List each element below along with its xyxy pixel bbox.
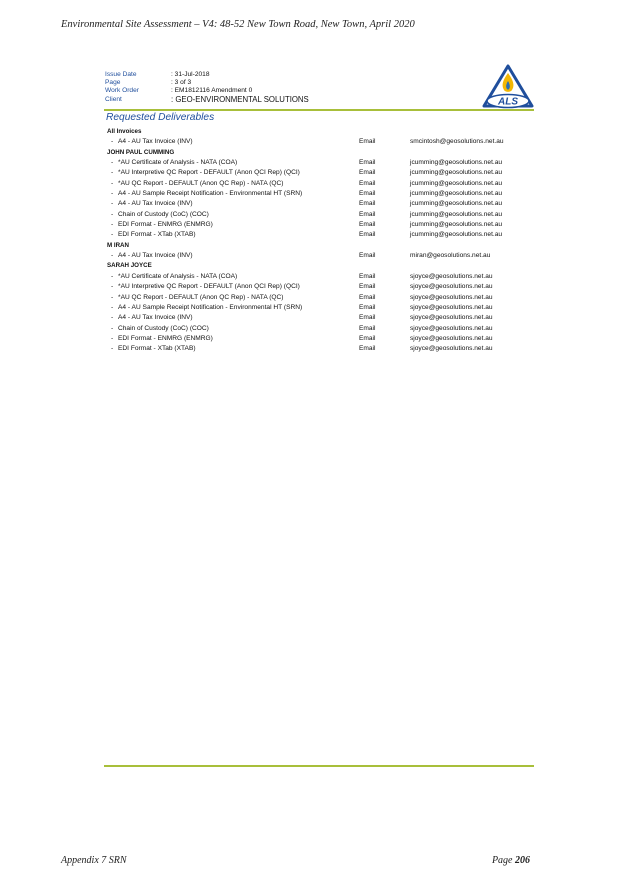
deliverable-row [107,251,527,261]
recipient-group-heading: All Invoices [107,128,142,135]
recipient-group-heading: JOHN PAUL CUMMING [107,148,175,156]
bullet-dash: - [111,169,114,177]
bullet-dash: - [111,221,114,229]
deliverable-name: EDI Format - XTab (XTAB) [118,345,196,353]
info-value: : GEO-ENVIRONMENTAL SOLUTIONS [171,94,309,104]
bullet-dash: - [111,210,114,218]
recipient-group-heading: M IRAN [107,241,129,249]
bullet-dash: - [111,179,114,187]
deliverables-list [107,127,527,355]
logo-text: ALS [498,96,518,108]
recipient-email: sjoyce@geosolutions.net.au [410,324,493,332]
deliverable-row [107,293,527,303]
bullet-dash: - [111,200,114,208]
bullet-dash: - [111,231,114,239]
deliverable-row [107,137,527,147]
deliverable-name: A4 - AU Tax Invoice (INV) [118,138,193,146]
info-label: Page [105,79,121,87]
recipient-email: jcumming@geosolutions.net.au [410,200,503,208]
deliverable-name: Chain of Custody (CoC) (COC) [118,324,209,332]
deliverable-row [107,168,527,178]
delivery-method: Email [359,138,376,146]
recipient-email: smcintosh@geosolutions.net.au [410,138,504,146]
deliverable-row [107,199,527,209]
deliverable-row [107,179,527,189]
recipient-group-heading: SARAH JOYCE [107,262,152,270]
recipient-email: jcumming@geosolutions.net.au [410,221,503,229]
delivery-method: Email [359,179,376,187]
delivery-method: Email [359,324,376,332]
header-divider [104,109,534,111]
section-title: Requested Deliverables [106,112,215,123]
deliverable-name: A4 - AU Tax Invoice (INV) [118,252,193,260]
delivery-method: Email [359,231,376,239]
recipient-email: sjoyce@geosolutions.net.au [410,334,493,342]
bullet-dash: - [111,272,114,280]
delivery-method: Email [359,190,376,198]
deliverable-name: EDI Format - XTab (XTAB) [118,231,196,239]
bullet-dash: - [111,345,114,353]
delivery-method: Email [359,169,376,177]
bullet-dash: - [111,283,114,291]
footer-page [492,855,530,866]
recipient-email: jcumming@geosolutions.net.au [410,159,503,167]
bullet-dash: - [111,138,114,146]
recipient-email: jcumming@geosolutions.net.au [410,169,503,177]
recipient-email: sjoyce@geosolutions.net.au [410,283,493,291]
delivery-method: Email [359,345,376,353]
deliverable-name: A4 - AU Tax Invoice (INV) [118,200,193,208]
info-value: : EM1812116 Amendment 0 [171,87,253,95]
recipient-email: sjoyce@geosolutions.net.au [410,314,493,322]
deliverable-name: *AU Interpretive QC Report - DEFAULT (Anon QCI Rep) (QCI) [118,283,300,291]
als-logo [482,64,534,110]
deliverable-name: EDI Format - ENMRG (ENMRG) [118,334,213,342]
info-label: Work Order [105,87,139,95]
bullet-dash: - [111,303,114,311]
footer-divider [104,765,534,767]
running-header: Environmental Site Assessment – V4: 48-52 New Town Road, New Town, April 2020 [61,19,415,30]
info-value: : 3 of 3 [171,79,192,87]
delivery-method: Email [359,252,376,260]
deliverable-name: *AU QC Report - DEFAULT (Anon QC Rep) - NATA (QC) [118,179,284,187]
deliverable-name: A4 - AU Sample Receipt Notification - Environmental HT (SRN) [118,303,303,311]
bullet-dash: - [111,190,114,198]
bullet-dash: - [111,159,114,167]
deliverable-name: *AU QC Report - DEFAULT (Anon QC Rep) - NATA (QC) [118,293,284,301]
deliverable-row [107,158,527,168]
delivery-method: Email [359,334,376,342]
deliverable-name: Chain of Custody (CoC) (COC) [118,210,209,218]
deliverable-row [107,220,527,230]
recipient-email: sjoyce@geosolutions.net.au [410,272,493,280]
recipient-email: jcumming@geosolutions.net.au [410,210,503,218]
footer-page-label: Page [491,855,515,866]
deliverable-row [107,324,527,334]
info-row-client [105,96,309,104]
deliverable-row [107,313,527,323]
deliverable-row [107,282,527,292]
bullet-dash: - [111,314,114,322]
recipient-email: jcumming@geosolutions.net.au [410,231,503,239]
deliverable-row [107,344,527,354]
delivery-method: Email [359,283,376,291]
delivery-method: Email [359,221,376,229]
recipient-email: sjoyce@geosolutions.net.au [410,345,493,353]
delivery-method: Email [359,200,376,208]
info-value: : 31-Jul-2018 [171,71,210,78]
deliverable-name: A4 - AU Tax Invoice (INV) [118,314,193,322]
deliverable-name: *AU Interpretive QC Report - DEFAULT (Anon QCI Rep) (QCI) [118,169,300,177]
deliverable-row [107,334,527,344]
deliverable-row [107,189,527,199]
recipient-email: miran@geosolutions.net.au [410,252,491,260]
bullet-dash: - [111,293,114,301]
delivery-method: Email [359,303,376,311]
recipient-email: sjoyce@geosolutions.net.au [410,293,493,301]
deliverable-row [107,230,527,240]
info-row-issue-date [105,71,309,79]
deliverable-name: A4 - AU Sample Receipt Notification - Environmental HT (SRN) [118,190,303,198]
delivery-method: Email [359,210,376,218]
report-info-block [105,71,309,104]
info-label: Client [105,95,122,103]
bullet-dash: - [111,334,114,342]
deliverable-name: *AU Certificate of Analysis - NATA (COA) [118,159,238,167]
recipient-email: jcumming@geosolutions.net.au [410,190,503,198]
delivery-method: Email [359,272,376,280]
deliverable-row [107,210,527,220]
info-label: Issue Date [105,71,137,78]
bullet-dash: - [111,252,114,260]
recipient-email: jcumming@geosolutions.net.au [410,179,503,187]
deliverable-name: EDI Format - ENMRG (ENMRG) [118,221,213,229]
recipient-email: sjoyce@geosolutions.net.au [410,303,493,311]
bullet-dash: - [111,324,114,332]
delivery-method: Email [359,159,376,167]
delivery-method: Email [359,293,376,301]
delivery-method: Email [359,314,376,322]
footer-page-number: 206 [515,855,530,866]
deliverable-row [107,272,527,282]
footer-appendix: Appendix 7 SRN [61,855,127,866]
deliverable-name: *AU Certificate of Analysis - NATA (COA) [118,272,238,280]
deliverable-row [107,303,527,313]
info-row-page [105,79,309,87]
